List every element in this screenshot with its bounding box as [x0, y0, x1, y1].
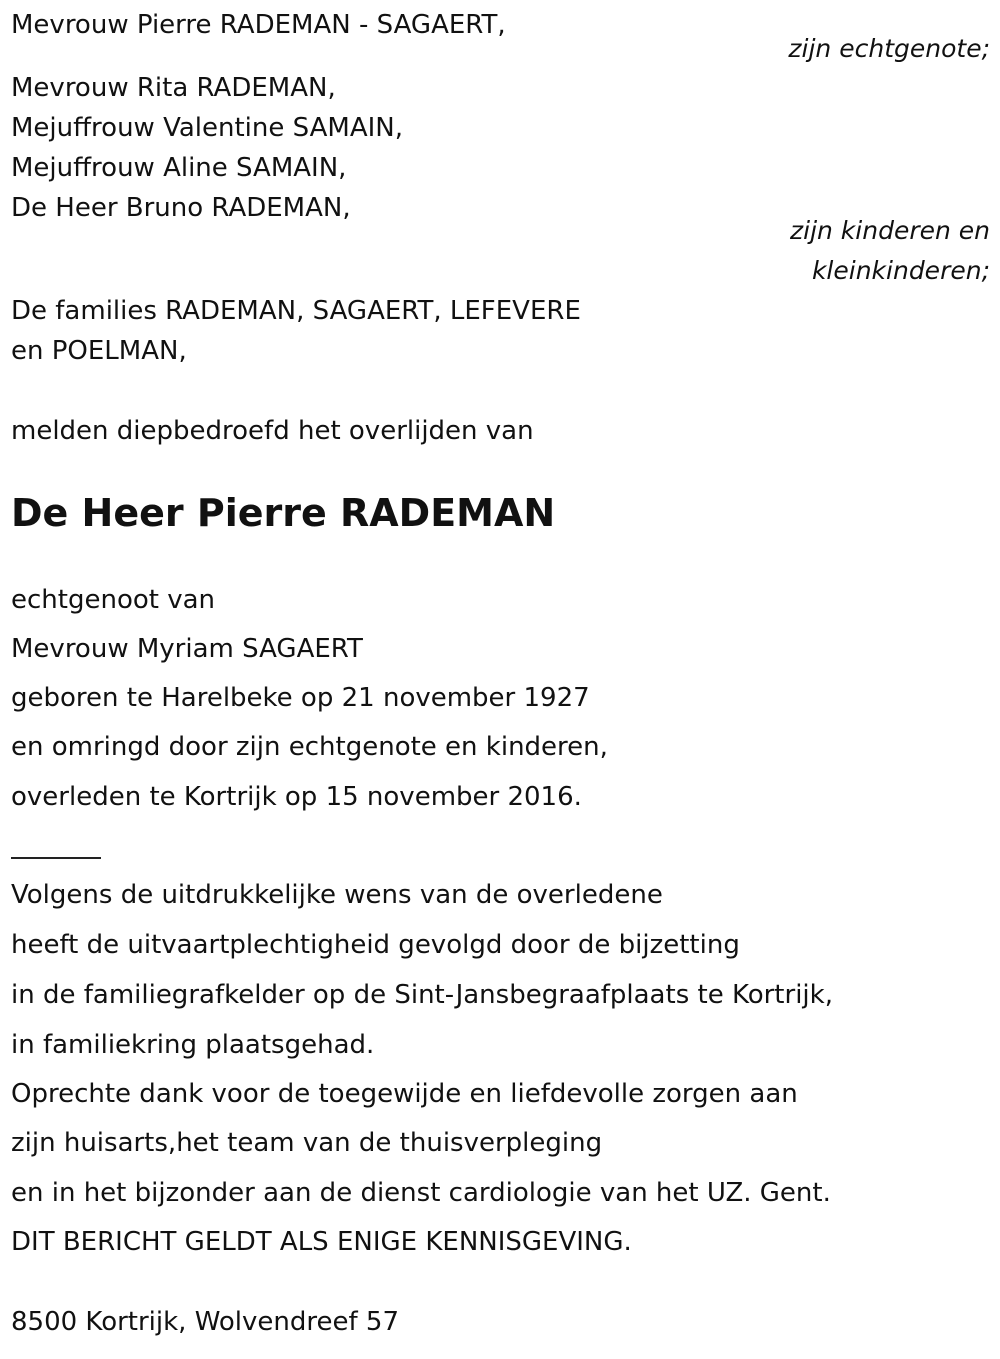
message-line: heeft de uitvaartplechtigheid gevolgd door de bijzetting: [11, 930, 740, 960]
spouse-role: zijn echtgenote;: [788, 34, 990, 63]
separator: [11, 857, 101, 859]
message-line: in de familiegrafkelder op de Sint-Jansbegraafplaats te Kortrijk,: [11, 980, 833, 1010]
message-line: en in het bijzonder aan de dienst cardiologie van het UZ. Gent.: [11, 1178, 831, 1208]
deceased-name: De Heer Pierre RADEMAN: [11, 491, 556, 535]
message-line: zijn huisarts,het team van de thuisverpleging: [11, 1128, 603, 1158]
child-line: De Heer Bruno RADEMAN,: [11, 193, 351, 223]
detail-line: echtgenoot van: [11, 585, 216, 615]
message-line: Oprechte dank voor de toegewijde en liefdevolle zorgen aan: [11, 1079, 798, 1109]
child-line: Mejuffrouw Aline SAMAIN,: [11, 153, 347, 183]
detail-line: geboren te Harelbeke op 21 november 1927: [11, 683, 590, 713]
families-line: en POELMAN,: [11, 336, 187, 366]
detail-line: en omringd door zijn echtgenote en kinderen,: [11, 732, 608, 762]
child-line: Mejuffrouw Valentine SAMAIN,: [11, 113, 404, 143]
detail-line: Mevrouw Myriam SAGAERT: [11, 634, 363, 664]
address: 8500 Kortrijk, Wolvendreef 57: [11, 1307, 399, 1337]
message-line: DIT BERICHT GELDT ALS ENIGE KENNISGEVING.: [11, 1227, 632, 1257]
families-line: De families RADEMAN, SAGAERT, LEFEVERE: [11, 296, 581, 326]
detail-line: overleden te Kortrijk op 15 november 2016.: [11, 782, 582, 812]
announcement: melden diepbedroefd het overlijden van: [11, 416, 534, 446]
family-spouse: Mevrouw Pierre RADEMAN - SAGAERT,: [11, 10, 506, 40]
message-line: Volgens de uitdrukkelijke wens van de overledene: [11, 880, 663, 910]
message-line: in familiekring plaatsgehad.: [11, 1030, 375, 1060]
child-line: Mevrouw Rita RADEMAN,: [11, 73, 336, 103]
children-role-line: zijn kinderen en: [790, 216, 990, 245]
children-role-line: kleinkinderen;: [811, 256, 990, 285]
